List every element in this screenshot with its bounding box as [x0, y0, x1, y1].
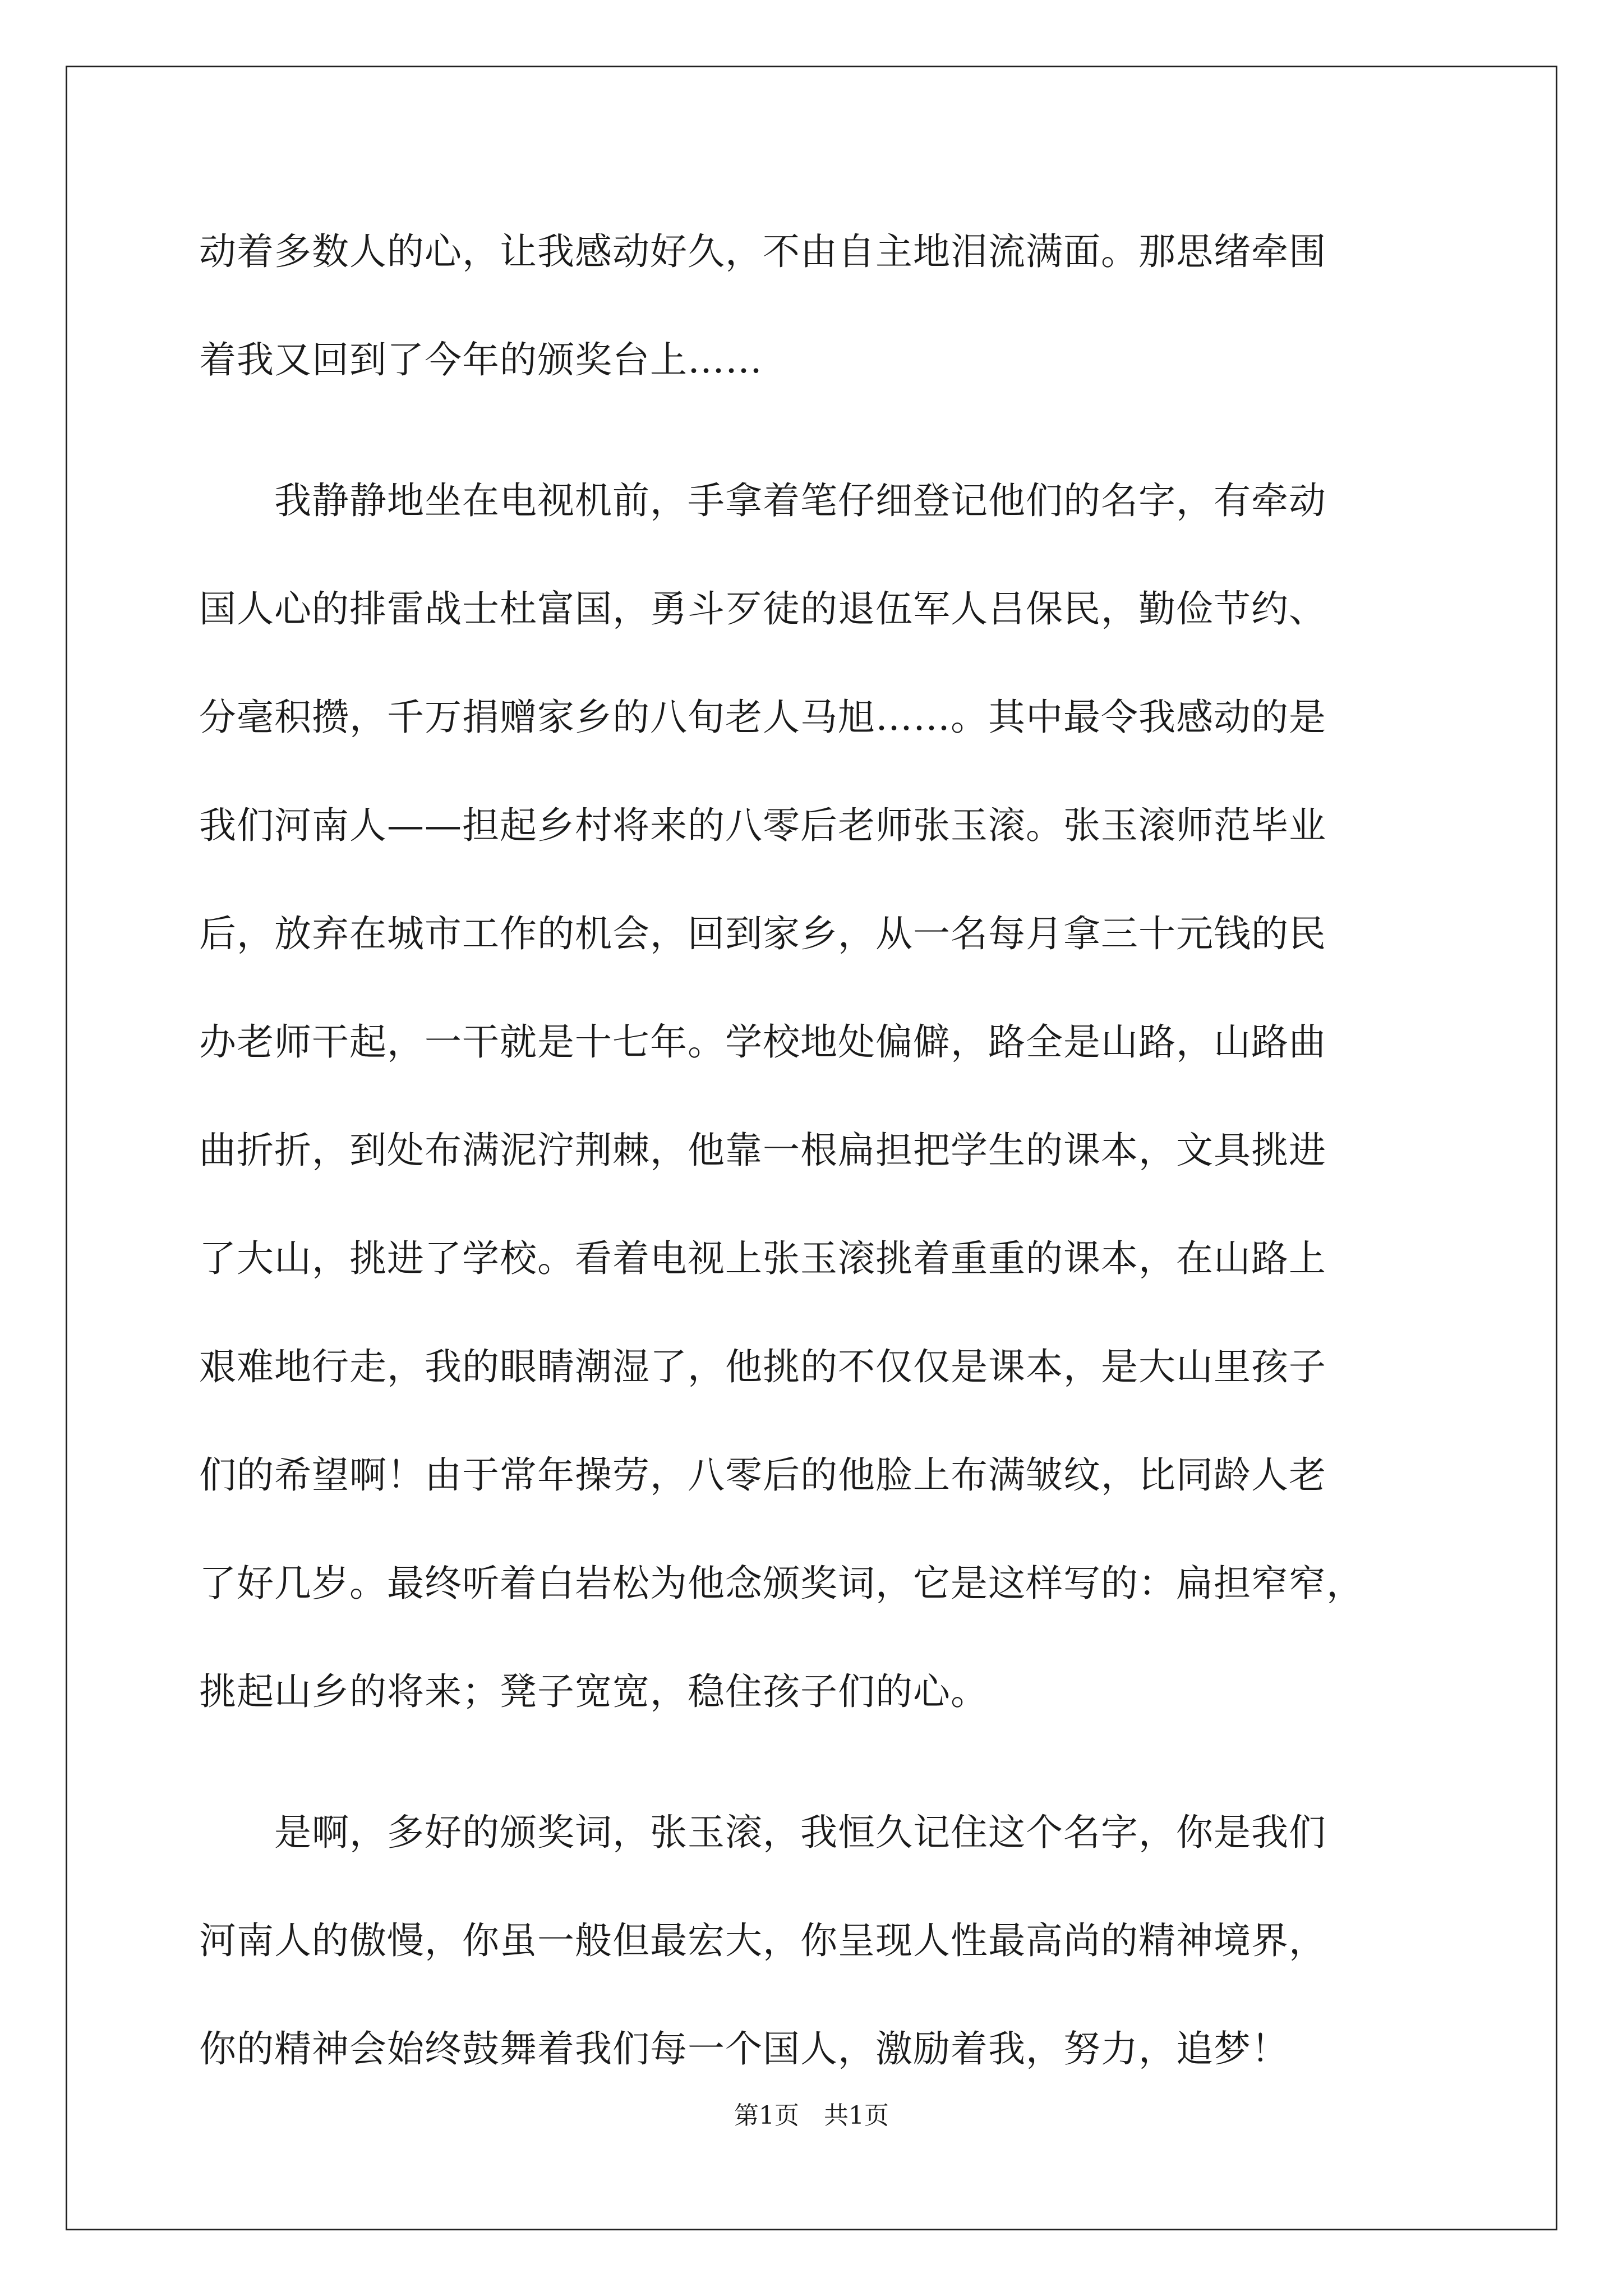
paragraph-gap [199, 1758, 1433, 1791]
text-line: 你的精神会始终鼓舞着我们每一个国人，激励着我，努力，追梦！ [199, 2027, 1289, 2070]
text-line: 分毫积攒，千万捐赠家乡的八旬老人马旭……。其中最令我感动的是 [199, 696, 1326, 739]
text-line: 挑起山乡的将来；凳子宽宽，稳住孩子们的心。 [199, 1670, 988, 1713]
text-line: 办老师干起，一干就是十七年。学校地处偏僻，路全是山路，山路曲 [199, 1020, 1326, 1064]
text-line: 艰难地行走，我的眼睛潮湿了，他挑的不仅仅是课本，是大山里孩子 [199, 1345, 1326, 1388]
paragraph-gap [199, 426, 1433, 459]
text-line: 河南人的傲慢，你虽一般但最宏大，你呈现人性最高尚的精神境界， [199, 1919, 1326, 1962]
text-line: 着我又回到了今年的颁奖台上…… [199, 338, 763, 381]
text-line: 我静静地坐在电视机前，手拿着笔仔细登记他们的名字，有牵动 [199, 479, 1326, 522]
text-line: 们的希望啊！由于常年操劳，八零后的他脸上布满皱纹，比同龄人老 [199, 1453, 1326, 1497]
page-number-footer: 第1页 共1页 [734, 2101, 889, 2130]
text-line: 了好几岁。最终听着白岩松为他念颁奖词，它是这样写的：扁担窄窄， [199, 1562, 1364, 1605]
text-line: 了大山，挑进了学校。看着电视上张玉滚挑着重重的课本，在山路上 [199, 1237, 1326, 1280]
text-line: 我们河南人——担起乡村将来的八零后老师张玉滚。张玉滚师范毕业 [199, 804, 1326, 847]
text-line: 动着多数人的心，让我感动好久，不由自主地泪流满面。那思绪牵围 [199, 230, 1326, 273]
document-body [199, 210, 1433, 2115]
text-line: 后，放弃在城市工作的机会，回到家乡，从一名每月拿三十元钱的民 [199, 912, 1326, 955]
text-line: 曲折折，到处布满泥泞荆棘，他靠一根扁担把学生的课本，文具挑进 [199, 1129, 1326, 1172]
text-line: 国人心的排雷战士杜富国，勇斗歹徒的退伍军人吕保民，勤俭节约、 [199, 587, 1326, 631]
text-line: 是啊，多好的颁奖词，张玉滚，我恒久记住这个名字，你是我们 [199, 1811, 1326, 1854]
